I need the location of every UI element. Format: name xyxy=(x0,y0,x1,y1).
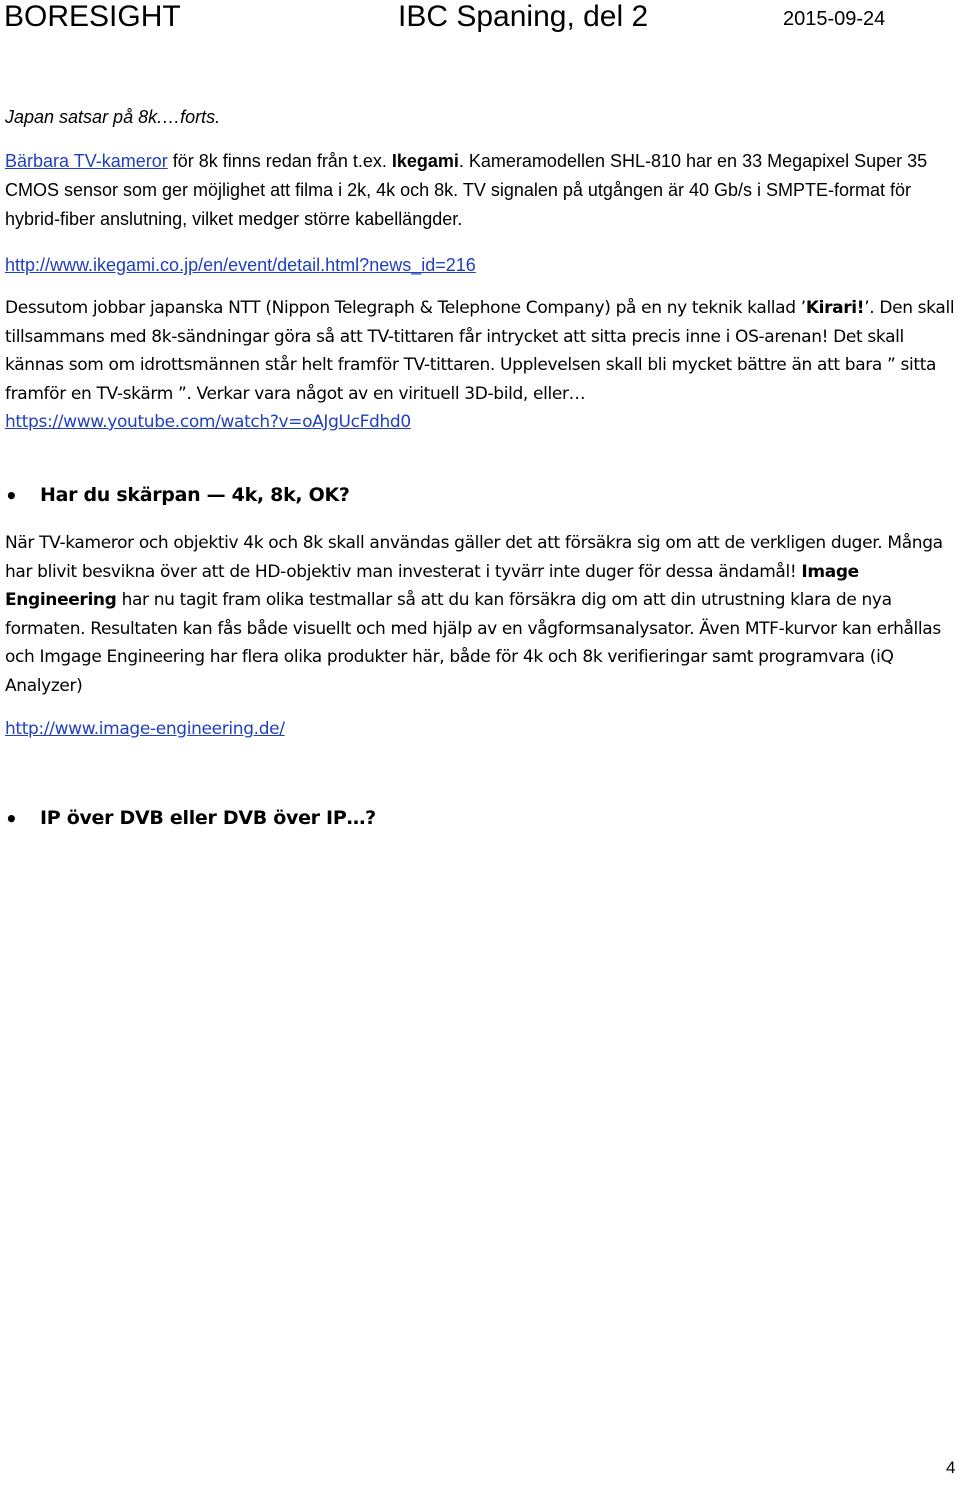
portable-cameras-link[interactable]: Bärbara TV-kameror xyxy=(5,151,168,171)
image-engineering-bold: Image Engineering xyxy=(5,561,859,610)
kirari-bold: Kirari! xyxy=(805,298,865,318)
ikegami-url-line xyxy=(5,251,957,280)
youtube-link[interactable]: https://www.youtube.com/watch?v=oAJgUcFdhd0 xyxy=(5,412,411,432)
paragraph-image-engineering: När TV-kameror och objektiv 4k och 8k skall användas gäller det att försäkra sig om att de verkligen duger. Många har blivit besvikna över att de HD-objektiv man investerat i tyvärr inte duger för dessa ändamål! Image Engineering har nu tagit fram olika testmallar så att du kan försäkra dig om att din utrustning klara de nya formaten. Resultaten kan fås både visuellt och med hjälp av en vågformsanalysator. Även MTF-kurvor kan erhållas och Imgage Engineering har flera olika produkter här, både för 4k och 8k verifieringar samt programvara (iQ Analyzer) xyxy=(5,533,943,696)
page-header xyxy=(0,0,960,40)
bullet-sharpness-text: Har du skärpan — 4k, 8k, OK? xyxy=(40,484,350,506)
bullet-ip-dvb-text: IP över DVB eller DVB över IP…? xyxy=(40,807,376,829)
ikegami-link[interactable]: http://www.ikegami.co.jp/en/event/detail.html?news_id=216 xyxy=(5,255,476,275)
paragraph-ntt: Dessutom jobbar japanska NTT (Nippon Telegraph & Telephone Company) på en ny teknik kallad ’Kirari!’. Den skall tillsammans med 8k-sändningar göra så att TV-tittaren får intrycket att sitta precis inne i OS-arenan! Det skall kännas som om idrottsmännen står helt framför TV-tittaren. Upplevelsen skall bli mycket bättre än att bara ” sitta framför en TV-skärm ”. Verkar vara något av en virituell 3D-bild, eller… https://www.youtube.com/watch?v=oAJgUcFdhd0 xyxy=(5,298,955,432)
header-title: IBC Spaning, del 2 xyxy=(398,0,649,33)
image-engineering-url-line xyxy=(5,715,957,744)
header-brand: BORESIGHT xyxy=(4,0,181,33)
page-number: 4 xyxy=(946,1458,956,1477)
paragraph-ikegami: Bärbara TV-kameror för 8k finns redan från t.ex. Ikegami. Kameramodellen SHL-810 har en 33 Megapixel Super 35 CMOS sensor som ger möjlighet att filma i 2k, 4k och 8k. TV signalen på utgången är 40 Gb/s i SMPTE-format för hybrid-fiber anslutning, vilket medger större kabellängder. xyxy=(5,151,928,229)
bullet-dot-icon: • xyxy=(5,807,18,831)
section-heading: Japan satsar på 8k.…forts. xyxy=(5,107,221,127)
header-date: 2015-09-24 xyxy=(783,8,886,30)
ikegami-bold: Ikegami xyxy=(391,151,459,171)
image-engineering-link[interactable]: http://www.image-engineering.de/ xyxy=(5,719,285,739)
bullet-dot-icon: • xyxy=(5,484,18,508)
